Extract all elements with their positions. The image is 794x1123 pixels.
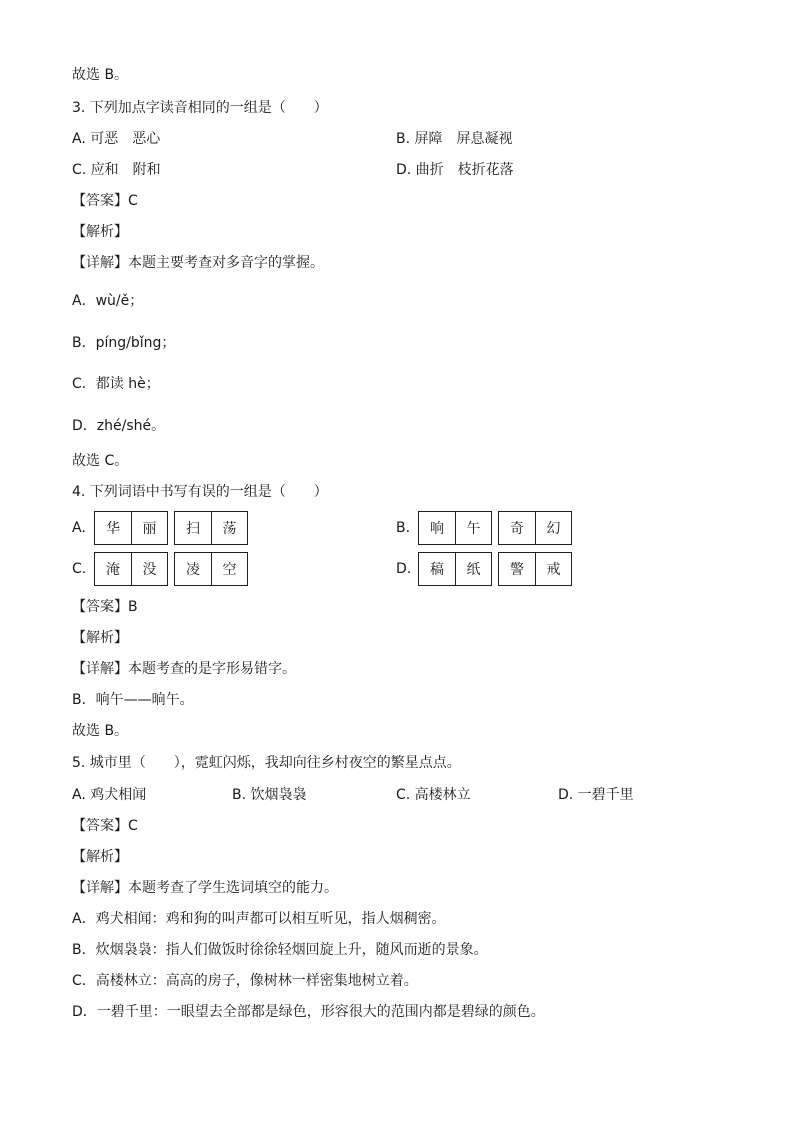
q3-option-d: D. 曲折 枝折花落 — [396, 162, 514, 178]
select-line: 故选 B。 — [72, 67, 129, 83]
word-box — [94, 511, 168, 545]
q5-option-a: A. 鸡犬相闻 — [72, 787, 147, 803]
q5-detail: 【详解】本题考查了学生选词填空的能力。 — [72, 880, 338, 896]
q3-answer: 【答案】C — [72, 193, 138, 209]
word-box — [94, 552, 168, 586]
q5-explain-d: D．一碧千里：一眼望去全部都是绿色，形容很大的范围内都是碧绿的颜色。 — [72, 1004, 545, 1020]
char-cell: 奇 — [510, 521, 524, 537]
q4-explain: B．响午——晌午。 — [72, 692, 194, 708]
char-cell: 丽 — [131, 512, 167, 544]
option-label: D. — [396, 561, 412, 577]
q3-explain-a: A．wù/ě； — [72, 293, 144, 309]
question-4: 4. 下列词语中书写有误的一组是（ ） — [72, 484, 328, 500]
word-box — [498, 511, 572, 545]
q4-detail: 【详解】本题考查的是字形易错字。 — [72, 661, 296, 677]
char-cell: 午 — [455, 512, 491, 544]
q4-select: 故选 B。 — [72, 723, 129, 739]
q4-analysis-label: 【解析】 — [72, 630, 128, 646]
q3-detail: 【详解】本题主要考查对多音字的掌握。 — [72, 255, 324, 271]
q5-explain-c: C．高楼林立：高高的房子，像树林一样密集地树立着。 — [72, 973, 418, 989]
question-3: 3. 下列加点字读音相同的一组是（ ） — [72, 100, 328, 116]
q3-explain-c: C．都读 hè； — [72, 376, 160, 392]
q3-option-b: B. 屏障 屏息凝视 — [396, 131, 513, 147]
q4-option-c — [72, 552, 254, 586]
q5-answer: 【答案】C — [72, 818, 138, 834]
char-cell: 戒 — [535, 553, 571, 585]
q3-analysis-label: 【解析】 — [72, 224, 128, 240]
char-cell: 凌 — [186, 562, 200, 578]
q3-explain-b: B．píng/bǐng； — [72, 335, 176, 351]
q3-explain-d: D．zhé/shé。 — [72, 418, 166, 434]
char-cell: 响 — [430, 521, 444, 537]
char-cell: 没 — [131, 553, 167, 585]
q5-analysis-label: 【解析】 — [72, 849, 128, 865]
q5-option-b: B. 饮烟袅袅 — [232, 787, 307, 803]
char-cell: 荡 — [211, 512, 247, 544]
option-label: C. — [72, 561, 87, 577]
char-cell: 警 — [510, 562, 524, 578]
word-box — [418, 511, 492, 545]
q3-select: 故选 C。 — [72, 453, 129, 469]
char-cell: 淹 — [106, 562, 120, 578]
q4-option-b — [396, 511, 578, 545]
q5-option-d: D. 一碧千里 — [558, 787, 634, 803]
char-cell: 空 — [211, 553, 247, 585]
char-cell: 华 — [106, 521, 120, 537]
question-5: 5. 城市里（ ），霓虹闪烁，我却向往乡村夜空的繁星点点。 — [72, 755, 461, 771]
q4-option-d — [396, 552, 578, 586]
word-box — [498, 552, 572, 586]
char-cell: 幻 — [535, 512, 571, 544]
option-label: B. — [396, 520, 411, 536]
word-box — [418, 552, 492, 586]
q5-explain-a: A．鸡犬相闻：鸡和狗的叫声都可以相互听见，指人烟稠密。 — [72, 911, 446, 927]
char-cell: 纸 — [455, 553, 491, 585]
char-cell: 扫 — [186, 521, 200, 537]
word-box — [174, 511, 248, 545]
q4-option-a — [72, 511, 254, 545]
q3-option-c: C. 应和 附和 — [72, 162, 161, 178]
q5-explain-b: B．炊烟袅袅：指人们做饭时徐徐轻烟回旋上升，随风而逝的景象。 — [72, 942, 488, 958]
option-label: A. — [72, 520, 86, 536]
q5-option-c: C. 高楼林立 — [396, 787, 471, 803]
word-box — [174, 552, 248, 586]
q3-option-a: A. 可恶 恶心 — [72, 131, 161, 147]
char-cell: 稿 — [430, 562, 444, 578]
q4-answer: 【答案】B — [72, 599, 138, 615]
